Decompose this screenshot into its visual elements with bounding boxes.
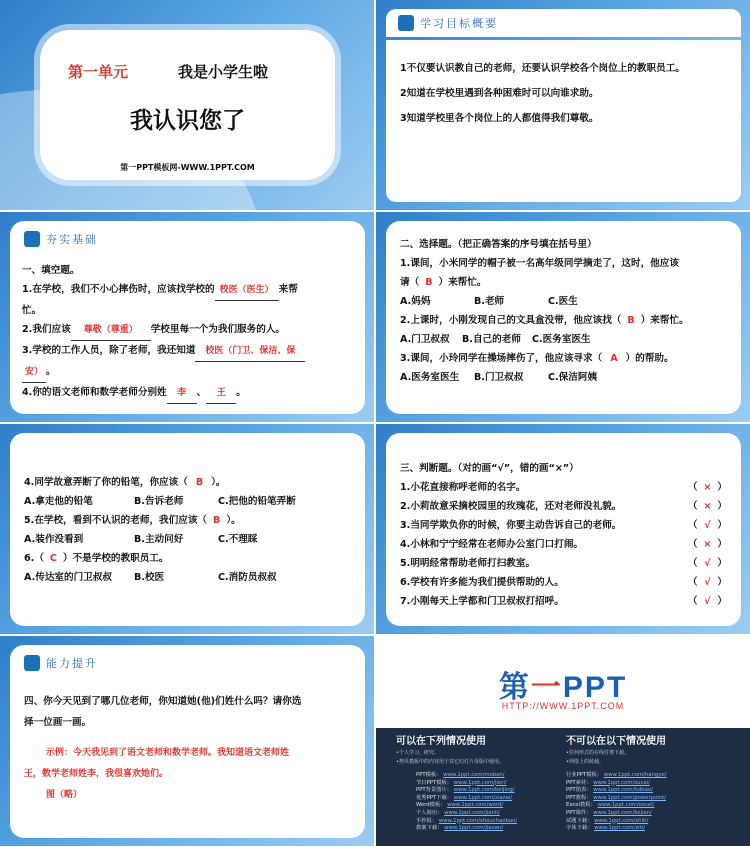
example-line: 图（略）	[46, 790, 83, 800]
header-title: 学习目标概要	[420, 17, 498, 30]
answer-blank: 王	[206, 384, 236, 404]
slide-judgement[interactable]	[376, 424, 750, 634]
answer-blank: 尊敬（尊重）	[71, 321, 151, 341]
title-card	[40, 30, 335, 180]
content-card	[10, 221, 365, 414]
content-card	[386, 433, 741, 626]
link[interactable]: www.1ppt.com/jieri/	[453, 779, 507, 786]
answer-mark: A	[610, 353, 618, 364]
options-line: A.传达室的门卫叔叔 B.校医 C.消防员叔叔	[24, 572, 277, 583]
goal-item: 1不仅要认识教自己的老师，还要认识学校各个岗位上的教职员工。	[400, 63, 685, 74]
can-use-item: •个人学习、研究。	[396, 750, 439, 756]
judgement-item: 7.小刚每天上学都和门卫叔叔打招呼。 （ √ ）	[400, 592, 727, 611]
links-left	[416, 772, 517, 833]
links-right	[566, 772, 666, 833]
goals-body	[386, 40, 741, 202]
question-line: 择一位画一画。	[24, 717, 92, 728]
link-row: PPT教程： www.1ppt.com/powerpoint/	[566, 794, 667, 801]
section-title: 三、判断题。（对的画“√”，错的画“×”）	[400, 463, 579, 474]
answer-mark: ×	[703, 539, 712, 550]
link[interactable]: www.1ppt.com/ziti/	[594, 825, 645, 832]
link-row: Word模板： www.1ppt.com/word/	[416, 802, 504, 809]
example-line: 王，数学老师姓李，我很喜欢她们。	[24, 769, 169, 779]
link[interactable]: www.1ppt.com/xiazai/	[453, 794, 513, 801]
link[interactable]: www.1ppt.com/tubiao/	[593, 787, 653, 794]
options-line: A.拿走他的铅笔 B.告诉老师 C.把他的铅笔弄断	[24, 496, 296, 507]
answer-mark: ×	[703, 482, 712, 493]
brand-logo	[376, 636, 750, 728]
answer-mark: ×	[703, 501, 712, 512]
link[interactable]: www.1ppt.com/shiti/	[594, 817, 649, 824]
link[interactable]: www.1ppt.com/hangye/	[603, 772, 667, 778]
logo-text: 第一PPT	[498, 671, 628, 704]
question-line: 安） 。	[22, 362, 357, 383]
content-card	[10, 645, 365, 838]
answer-mark: B	[195, 477, 204, 488]
link-row: PPT模板： www.1ppt.com/moban/	[416, 772, 505, 778]
options-line: A.门卫叔叔 B.自己的老师 C.医务室医生	[400, 334, 591, 345]
question-line: 4.你的语文老师和数学老师分别姓 李 、 王 。	[22, 383, 357, 404]
link-row: 行业PPT模板： www.1ppt.com/hangye/	[566, 772, 667, 778]
question-line: 4.同学故意弄断了你的铅笔，你应该（ B ）。	[24, 477, 226, 488]
header-bar	[386, 9, 741, 37]
header-square-icon	[24, 231, 40, 247]
question-line: 2.上课时，小刚发现自己的文具盒没带，他应该找（ B ）来帮忙。	[400, 315, 689, 326]
judgement-item: 3.当同学欺负你的时候，你要主动告诉自己的老师。 （ √ ）	[400, 516, 727, 535]
options-line: A.妈妈 B.老师 C.医生	[400, 296, 578, 307]
slide-fill-blanks[interactable]	[0, 212, 374, 422]
answer-mark: √	[704, 577, 711, 588]
question-line: 3.课间，小玲同学在操场摔伤了，他应该寻求（ A ）的帮助。	[400, 353, 674, 364]
link[interactable]: www.1ppt.com/shouchaobao/	[438, 817, 518, 824]
answer-mark: B	[627, 315, 635, 326]
goal-item: 2知道在学校里遇到各种困难时可以向谁求助。	[400, 88, 599, 99]
answer-mark: C	[49, 553, 57, 564]
logo-url: HTTP://WWW.1PPT.COM	[501, 701, 625, 711]
judgement-item: 4.小林和宁宁经常在老师办公室门口打闹。 （ × ）	[400, 535, 727, 554]
example-line: 示例：今天我见到了语文老师和数学老师。我知道语文老师姓	[46, 748, 290, 758]
goal-item: 3知道学校里各个岗位上的人都值得我们尊敬。	[400, 113, 599, 124]
question-line: 3.学校的工作人员，除了老师，我还知道 校医（门卫、保洁、保	[22, 341, 357, 362]
link[interactable]: www.1ppt.com/moban/	[443, 772, 505, 778]
answer-blank: 李	[167, 384, 197, 404]
slide-license[interactable]	[376, 636, 750, 846]
link-row: 字体下载： www.1ppt.com/ziti/	[566, 825, 645, 832]
section-title: 二、选择题。（把正确答案的序号填在括号里）	[400, 239, 597, 250]
link[interactable]: www.1ppt.com/jianli/	[444, 809, 500, 816]
answer-mark: √	[704, 558, 711, 569]
link[interactable]: www.1ppt.com/kejian/	[593, 809, 652, 816]
link-row: 手抄报： www.1ppt.com/shouchaobao/	[416, 817, 518, 824]
link[interactable]: www.1ppt.com/excel/	[597, 802, 655, 809]
link-row: 试题下载： www.1ppt.com/shiti/	[566, 817, 649, 824]
judgement-item: 1.小花直接称呼老师的名字。 （ × ）	[400, 478, 727, 497]
question-line: 5.在学校，看到不认识的老师，我们应该（ B ）。	[24, 515, 241, 526]
header-square-icon	[398, 15, 414, 31]
judgement-item: 5.明明经常帮助老师打扫教室。 （ √ ）	[400, 554, 727, 573]
link-row: PPT背景图片： www.1ppt.com/beijing/	[416, 787, 515, 794]
link-row: PPT素材： www.1ppt.com/sucai/	[566, 779, 650, 786]
cannot-use-item: •网络上的转载。	[566, 759, 604, 765]
usage-panel	[376, 728, 750, 846]
content-card	[386, 221, 741, 414]
link-row: 节日PPT模板： www.1ppt.com/jieri/	[416, 779, 507, 786]
cannot-use-title: 不可以在以下情况使用	[566, 736, 666, 747]
link[interactable]: www.1ppt.com/beijing/	[453, 787, 515, 794]
section-title: 一、填空题。	[22, 265, 80, 276]
options-line: A.装作没看到 B.主动问好 C.不理睬	[24, 534, 258, 545]
site-credit: 第一PPT模板网-WWW.1PPT.COM	[120, 163, 255, 172]
answer-blank: 校医（门卫、保洁、保	[195, 342, 305, 362]
cannot-use-item: •任何形式的在线付费下载。	[566, 750, 629, 756]
options-line: A.医务室医生 B.门卫叔叔 C.保洁阿姨	[400, 372, 598, 383]
question-line: 6.（ C ）不是学校的教职员工。	[24, 553, 169, 564]
question-line: 四、你今天见到了哪几位老师，你知道她(他)们姓什么吗？请你选	[24, 696, 302, 707]
answer-mark: B	[425, 277, 433, 288]
link[interactable]: www.1ppt.com/powerpoint/	[593, 794, 667, 801]
link-row: PPT课件： www.1ppt.com/kejian/	[566, 809, 652, 816]
header-title: 夯实基础	[46, 233, 98, 246]
slide-goals[interactable]	[376, 0, 750, 210]
link[interactable]: www.1ppt.com/jiaoan/	[444, 825, 504, 832]
link[interactable]: www.1ppt.com/word/	[447, 802, 504, 809]
header-square-icon	[24, 655, 40, 671]
slide-ability[interactable]	[0, 636, 374, 846]
header-title: 能力提升	[46, 657, 98, 670]
answer-mark: √	[704, 520, 711, 531]
unit-subtitle: 我是小学生啦	[178, 63, 269, 81]
can-use-item: •拷贝模板中的内容用于其它幻灯片母版中使用。	[396, 759, 504, 765]
answer-blank: 校医（医生）	[215, 281, 279, 301]
can-use-title: 可以在下列情况使用	[396, 736, 486, 747]
link-row: 优秀PPT下载： www.1ppt.com/xiazai/	[416, 794, 513, 801]
link[interactable]: www.1ppt.com/sucai/	[593, 779, 650, 786]
slide-title[interactable]	[0, 0, 374, 210]
link-row: PPT图表： www.1ppt.com/tubiao/	[566, 787, 653, 794]
question-line: 1.在学校，我们不小心摔伤时，应该找学校的 校医（医生） 来帮	[22, 280, 357, 301]
link-row: Excel教程： www.1ppt.com/excel/	[566, 802, 655, 809]
lesson-title: 我认识您了	[130, 108, 245, 134]
content-card	[10, 433, 365, 626]
question-line: 请（ B ）来帮忙。	[400, 277, 487, 288]
link-row: 个人简历： www.1ppt.com/jianli/	[416, 809, 500, 816]
slide-choice-1[interactable]	[376, 212, 750, 422]
answer-blank: 安）	[22, 363, 46, 383]
link-row: 教案下载： www.1ppt.com/jiaoan/	[416, 825, 504, 832]
unit-label: 第一单元	[68, 63, 129, 81]
slide-choice-2[interactable]	[0, 424, 374, 634]
judgement-item: 2.小莉故意采摘校园里的玫瑰花，还对老师没礼貌。 （ × ）	[400, 497, 727, 516]
answer-mark: B	[213, 515, 221, 526]
question-line: 忙。	[22, 305, 42, 316]
answer-mark: √	[704, 596, 711, 607]
question-line: 2.我们应该 尊敬（尊重） 学校里每一个为我们服务的人。	[22, 320, 357, 341]
judgement-item: 6.学校有许多能为我们提供帮助的人。 （ √ ）	[400, 573, 727, 592]
question-line: 1.课间，小米同学的帽子被一名高年级同学摘走了，这时，他应该	[400, 258, 679, 269]
